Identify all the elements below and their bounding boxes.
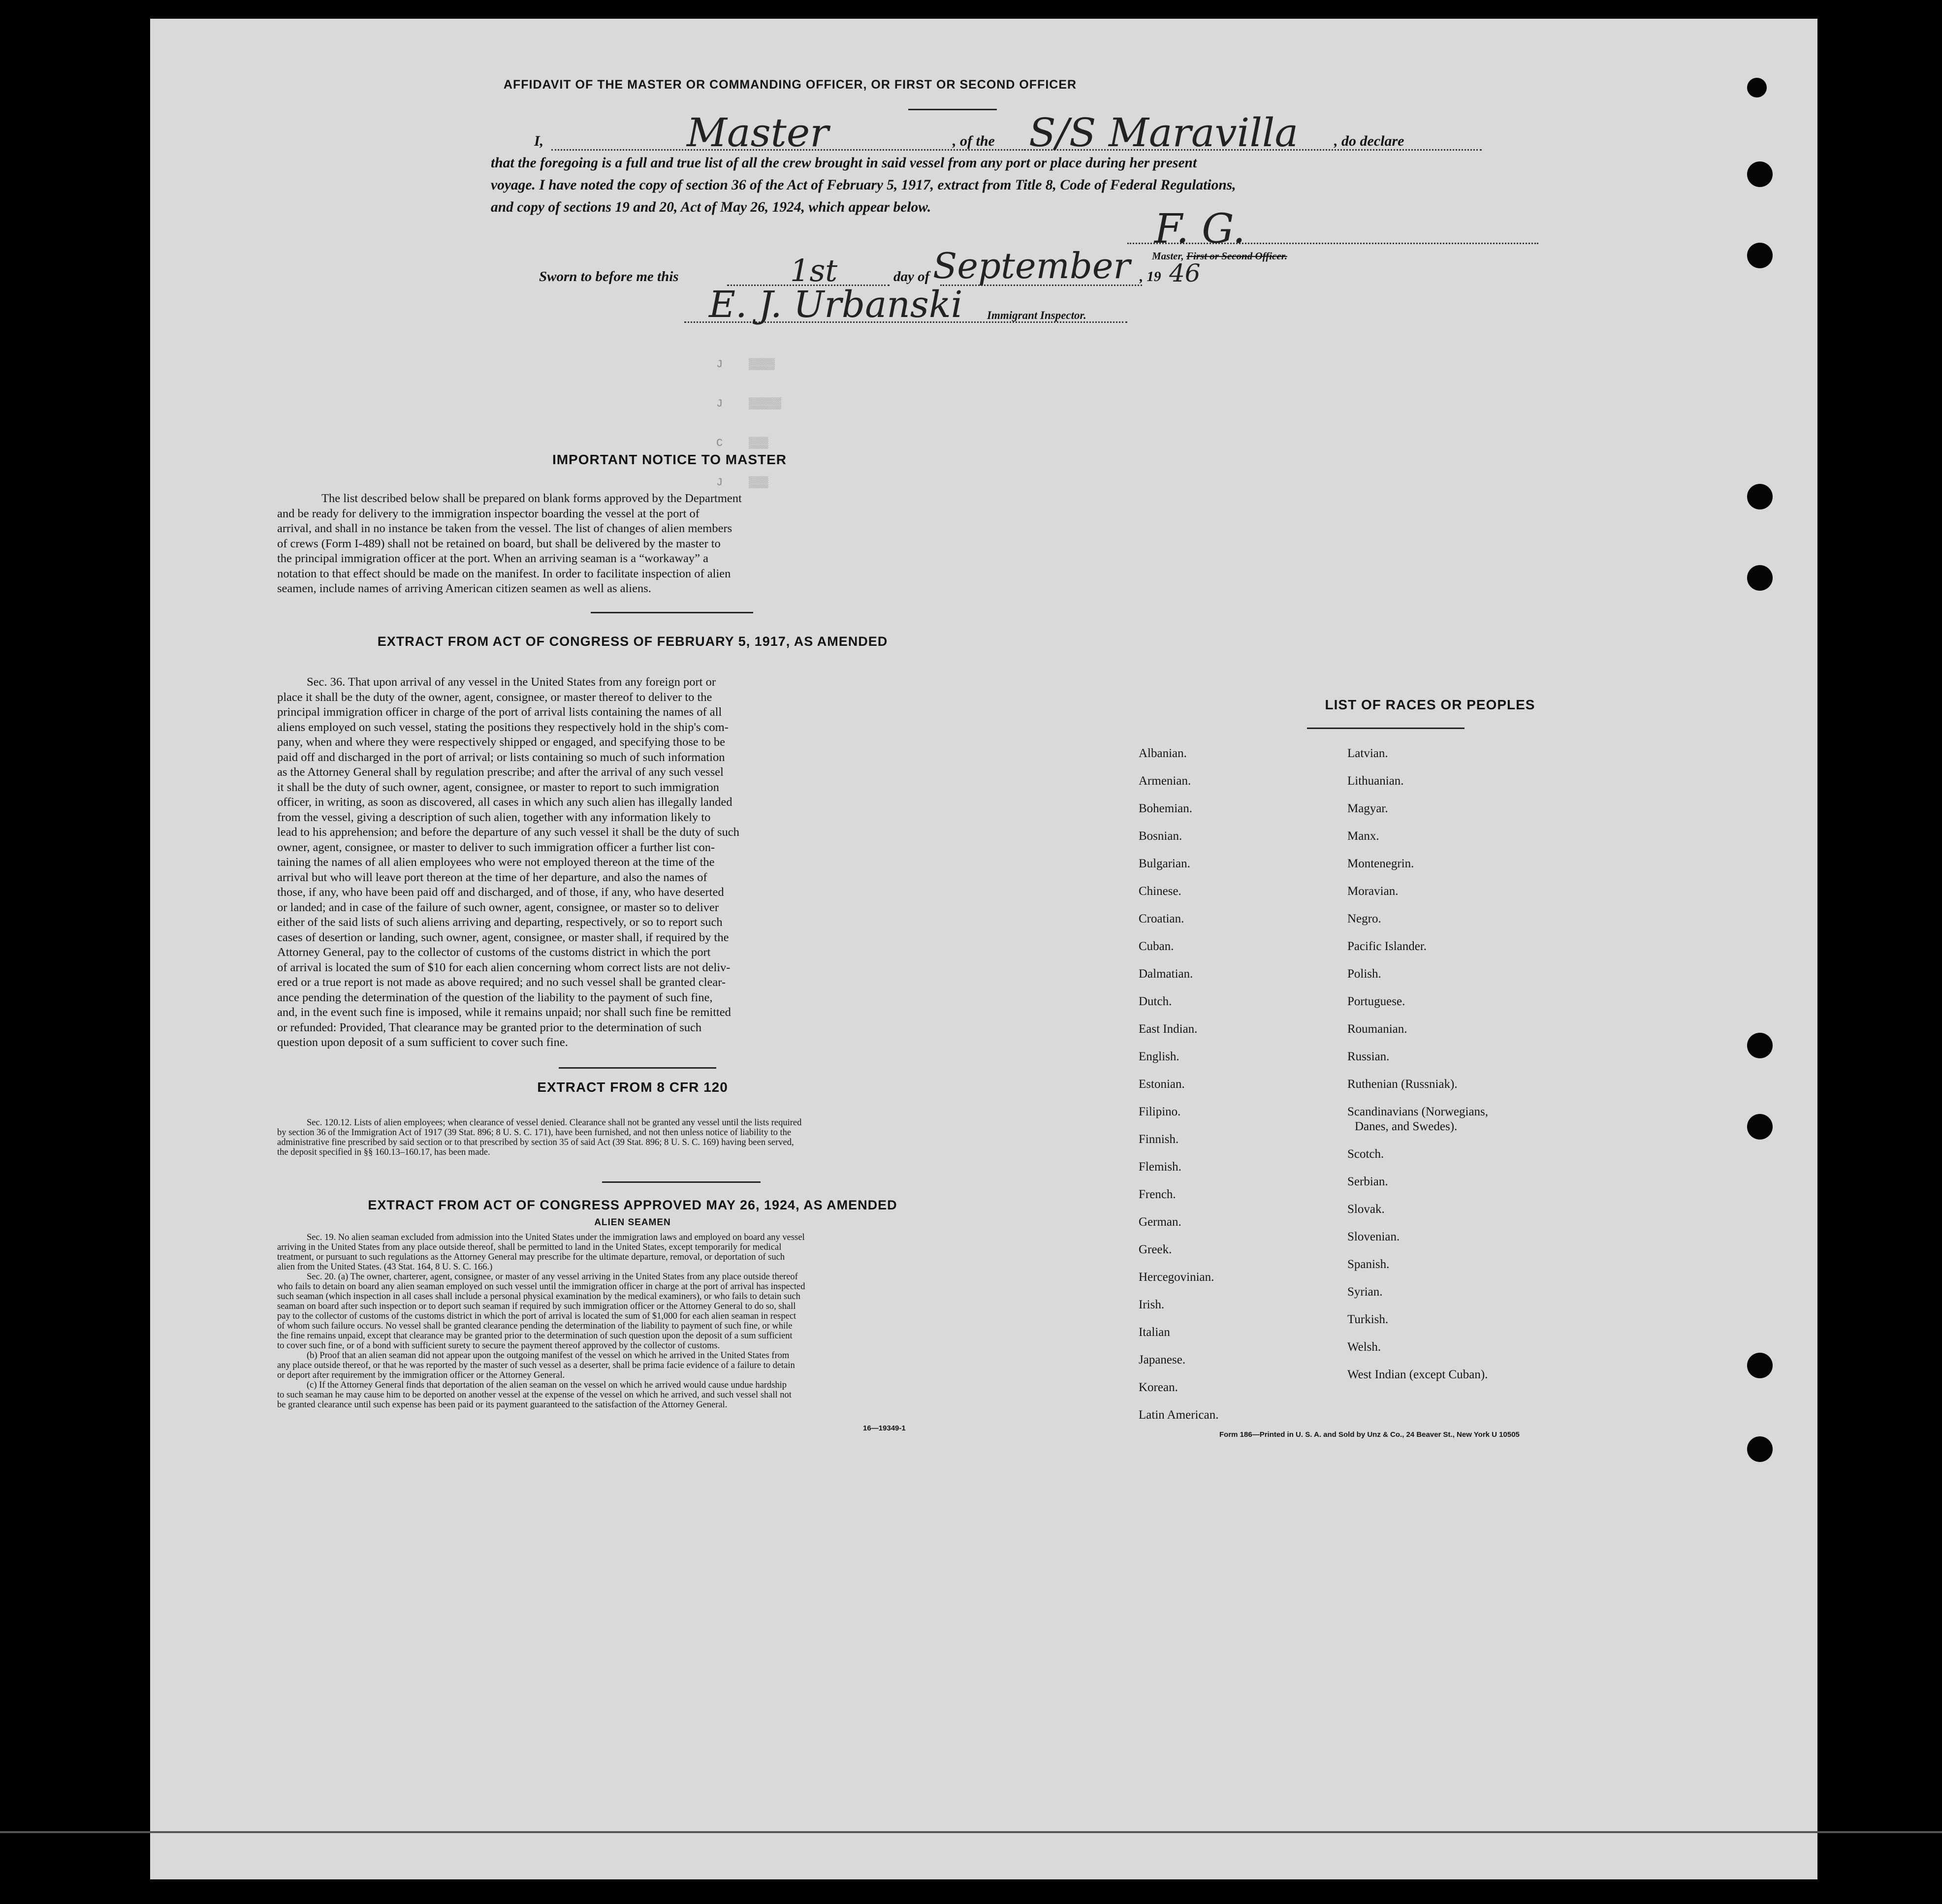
act1917-line: Attorney General, pay to the collector of customs of the customs district in which the port (277, 946, 711, 959)
race-item: East Indian. (1139, 1022, 1198, 1036)
race-item: Scandinavians (Norwegians, (1347, 1105, 1489, 1118)
notice-body (277, 491, 986, 597)
act1917-line: paid off and discharged in the port of arrival; or lists containing so much of such information (277, 750, 725, 764)
punch-hole (1747, 1436, 1773, 1462)
race-item: Polish. (1347, 967, 1381, 981)
race-item: Armenian. (1139, 774, 1191, 788)
act1924-line: Sec. 19. No alien seaman excluded from admission into the United States under the immigration laws and employed on board any vessel (307, 1233, 805, 1242)
act1917-line: or refunded: Provided, That clearance may be granted prior to the determination of such (277, 1020, 702, 1034)
race-item: Roumanian. (1347, 1022, 1407, 1036)
race-item: English. (1139, 1050, 1179, 1063)
act1917-line: cases of desertion or landing, such owner, agent, consignee, or master shall, if required by the (277, 930, 729, 944)
bleed-through-mark: J ▒▒▒ (716, 476, 768, 489)
race-item: Slovenian. (1347, 1230, 1400, 1243)
act1917-body (277, 675, 986, 1050)
act1924-line: arriving in the United States from any place outside thereof, shall be permitted to land in the United States, except temporarily for medical (277, 1242, 782, 1252)
race-item: Lithuanian. (1347, 774, 1404, 788)
inspector-signature: E. J. Urbanski (709, 284, 963, 326)
act1924-line: such seaman (which inspection in all cases shall include a personal physical examination by the medical examiners), or who fails to detain such (277, 1292, 800, 1301)
races-column-1 (1139, 740, 1218, 1429)
notice-title: IMPORTANT NOTICE TO MASTER (552, 452, 787, 467)
race-item: Filipino. (1139, 1105, 1181, 1118)
of-the-label: , of the (953, 133, 995, 149)
act1924-line: to such seaman he may cause him to be deported on another vessel at the expense of the vessel on which he arrived, and such vessel shall not (277, 1390, 792, 1400)
races-column-2 (1347, 740, 1488, 1389)
race-item: Magyar. (1347, 802, 1388, 815)
race-item: Hercegovinian. (1139, 1270, 1214, 1284)
race-item: Flemish. (1139, 1160, 1181, 1174)
race-item: Greek. (1139, 1243, 1172, 1256)
races-title: LIST OF RACES OR PEOPLES (1325, 697, 1535, 712)
act1917-line: aliens employed on such vessel, stating the positions they respectively hold in the ship's com- (277, 720, 729, 734)
year-prefix: , 19 (1140, 269, 1161, 285)
act1917-line: those, if any, who have been paid off and discharged, and of those, if any, who have deserted (277, 886, 724, 899)
notice-line: arrival, and shall in no instance be taken from the vessel. The list of changes of alien members (277, 522, 732, 535)
punch-hole (1747, 484, 1773, 509)
cfr-line: Sec. 120.12. Lists of alien employees; when clearance of vessel denied. Clearance shall not be granted any vessel until the lists required (307, 1118, 802, 1128)
race-item: Latin American. (1139, 1408, 1219, 1422)
act1924-line: who fails to detain on board any alien seaman employed on such vessel until the immigration officer in charge at the port of arrival has inspected (277, 1282, 805, 1292)
race-item: Bosnian. (1139, 829, 1182, 843)
cfr-title: EXTRACT FROM 8 CFR 120 (537, 1079, 728, 1095)
notice-line: The list described below shall be prepared on blank forms approved by the Department (321, 492, 742, 505)
race-item: Slovak. (1347, 1203, 1385, 1216)
act1924-title: EXTRACT FROM ACT OF CONGRESS APPROVED MAY 26, 1924, AS AMENDED (368, 1198, 897, 1212)
act1917-line: ered or a true report is not made as above required; and no such vessel shall be granted clear- (277, 976, 726, 989)
race-item: Manx. (1347, 829, 1379, 843)
scan-artifact-line (0, 1831, 1942, 1833)
race-item: Negro. (1347, 912, 1381, 925)
act1924-line: or deport after requirement by the immigration officer or the Attorney General. (277, 1370, 565, 1380)
day-handwritten: 1st (790, 253, 838, 288)
race-item: Ruthenian (Russniak). (1347, 1078, 1458, 1091)
punch-hole (1747, 1033, 1773, 1058)
act1917-line: from the vessel, giving a description of such alien, together with any information likely to (277, 810, 711, 824)
race-item: Irish. (1139, 1298, 1165, 1311)
cfr-rule (602, 1181, 761, 1183)
act1917-line: and, in the event such fine is imposed, while it remains unpaid; nor shall such fine be remitted (277, 1006, 731, 1019)
punch-hole (1747, 1114, 1773, 1140)
title-rule (908, 109, 997, 110)
notice-line: and be ready for delivery to the immigration inspector boarding the vessel at the port of (277, 507, 700, 520)
vessel-handwritten: S/S Maravilla (1029, 110, 1299, 156)
act1924-line: (b) Proof that an alien seaman did not appear upon the outgoing manifest of the vessel on which he arrived in the United States from (307, 1351, 790, 1361)
race-item: Dutch. (1139, 995, 1172, 1008)
act1924-line: the fine remains unpaid, except that clearance may be granted prior to the determination of such question upon the deposit of a sum sufficient (277, 1331, 793, 1341)
act1917-line: it shall be the duty of such owner, agent, consignee, or master to report to such immigration (277, 780, 719, 794)
race-item: Serbian. (1347, 1175, 1388, 1188)
act1917-line: place it shall be the duty of the owner, agent, consignee, or master thereof to deliver to the (277, 690, 712, 704)
act1917-rule (559, 1067, 716, 1069)
act1924-line: of whom such failure occurs. No vessel shall be granted clearance pending the determination of the liability to payment of such fine, or while (277, 1321, 793, 1331)
race-item: West Indian (except Cuban). (1347, 1368, 1488, 1381)
do-declare-label: , do declare (1334, 133, 1404, 149)
act1917-line: question upon deposit of a sum sufficient to cover such fine. (277, 1036, 568, 1049)
bleed-through-mark: C ▒▒▒ (716, 437, 768, 449)
caption-struck: First or Second Officer. (1186, 250, 1287, 262)
act1924-line: alien from the United States. (43 Stat. 164, 8 U. S. C. 166.) (277, 1262, 493, 1272)
act1924-line: Sec. 20. (a) The owner, charterer, agent, consignee, or master of any vessel arriving in the United States from any place outside thereof (307, 1272, 798, 1282)
cfr-line: administrative fine prescribed by said section or to that prescribed by section 35 of said Act (39 Stat. 896; 8 U. S. C. 169) having been served, (277, 1138, 794, 1147)
race-item: Bohemian. (1139, 802, 1193, 815)
cfr-line: the deposit specified in §§ 160.13–160.17, has been made. (277, 1147, 490, 1157)
affidavit-i-label: I, (534, 133, 544, 149)
affidavit-title: AFFIDAVIT OF THE MASTER OR COMMANDING OFFICER, OR FIRST OR SECOND OFFICER (503, 78, 1077, 92)
act1924-line: be granted clearance until such expense has been paid or its payment guaranteed to the satisfaction of the Attorney General. (277, 1400, 728, 1410)
year-handwritten: 46 (1169, 259, 1201, 287)
act1924-body (277, 1233, 1062, 1410)
act1924-line: pay to the collector of customs of the customs district in which the port of arrival is located the sum of $1,000 for each alien seaman in respect (277, 1311, 796, 1321)
month-handwritten: September (933, 245, 1130, 286)
race-item: Syrian. (1347, 1285, 1383, 1299)
race-item: Pacific Islander. (1347, 940, 1427, 953)
act1917-line: either of the said lists of such aliens arriving and departing, respectively, or so to report such (277, 916, 723, 929)
act1917-line: arrival but who will leave port thereon at the time of her departure, and also the names of (277, 870, 707, 884)
affidavit-line-4: and copy of sections 19 and 20, Act of May 26, 1924, which appear below. (491, 199, 931, 215)
cfr-line: by section 36 of the Immigration Act of 1917 (39 Stat. 896; 8 U. S. C. 171), have been furnished, and not then unless notice of liability to the (277, 1128, 792, 1138)
act1917-title: EXTRACT FROM ACT OF CONGRESS OF FEBRUARY 5, 1917, AS AMENDED (377, 634, 888, 649)
race-item: German. (1139, 1215, 1181, 1229)
act1917-line: principal immigration officer in charge of the port of arrival lists containing the names of all (277, 705, 722, 719)
act1924-line: seaman on board after such inspection or to deport such seaman if required by such immigration officer or the Attorney General to do so, shall (277, 1301, 796, 1311)
affidavit-line-3: voyage. I have noted the copy of section 36 of the Act of February 5, 1917, extract from Title 8, Code of Federal Regulations, (491, 177, 1236, 193)
punch-hole (1747, 243, 1773, 268)
notice-line: the principal immigration officer at the port. When an arriving seaman is a “workaway” a (277, 552, 709, 565)
act1917-line: pany, when and where they were respectively shipped or engaged, and specifying those to be (277, 735, 726, 749)
race-item: Italian (1139, 1326, 1170, 1339)
race-item: Korean. (1139, 1381, 1178, 1394)
act1917-line: lead to his apprehension; and before the departure of any such vessel it shall be the duty of such (277, 825, 739, 839)
race-item: Albanian. (1139, 747, 1187, 760)
race-item: Cuban. (1139, 940, 1174, 953)
race-item: Chinese. (1139, 885, 1181, 898)
act1917-line: officer, in writing, as soon as discovered, all cases in which any such alien has illegally landed (277, 795, 732, 809)
punch-hole (1747, 1353, 1773, 1378)
act1917-line: Sec. 36. That upon arrival of any vessel in the United States from any foreign port or (307, 675, 716, 689)
race-item: Montenegrin. (1347, 857, 1414, 870)
act1917-line: owner, agent, consignee, or master to deliver to such immigration officer a further list con- (277, 840, 715, 854)
punch-hole (1747, 78, 1767, 97)
races-rule (1307, 728, 1464, 729)
master-handwritten: Master (687, 110, 829, 156)
caption-master: Master, (1152, 250, 1184, 262)
punch-hole (1747, 161, 1773, 187)
affidavit-line-2: that the foregoing is a full and true list of all the crew brought in said vessel from any port or place during her present (491, 155, 1197, 171)
sworn-label: Sworn to before me this (539, 269, 679, 285)
race-item: Japanese. (1139, 1353, 1186, 1366)
notice-line: notation to that effect should be made on the manifest. In order to facilitate inspection of alien (277, 567, 731, 580)
race-item: Danes, and Swedes). (1355, 1120, 1458, 1133)
punch-hole (1747, 565, 1773, 591)
notice-line: seamen, include names of arriving American citizen seamen as well as aliens. (277, 582, 651, 595)
race-item: Finnish. (1139, 1133, 1179, 1146)
act1924-line: any place outside thereof, or that he was reported by the master of such vessel as a deserter, shall be prima facie evidence of a failure to detain (277, 1361, 795, 1370)
master-signature: F. G. (1154, 206, 1245, 253)
cfr-body (277, 1118, 1062, 1157)
form-code: 16—19349-1 (863, 1424, 906, 1432)
act1924-subtitle: ALIEN SEAMEN (594, 1217, 671, 1228)
document-page (150, 19, 1817, 1879)
race-item: Croatian. (1139, 912, 1184, 925)
bleed-through-mark: J ▒▒▒▒▒ (716, 398, 782, 410)
notice-rule (591, 612, 753, 613)
act1917-line: of arrival is located the sum of $10 for each alien concerning whom correct lists are not deliv- (277, 960, 731, 974)
act1917-line: as the Attorney General shall by regulation prescribe; and after the arrival of any such vessel (277, 765, 724, 779)
printer-line: Form 186—Printed in U. S. A. and Sold by Unz & Co., 24 Beaver St., New York U 10505 (1219, 1430, 1520, 1439)
race-item: Welsh. (1347, 1340, 1381, 1354)
act1917-line: taining the names of all alien employees who were not employed thereon at the time of the (277, 856, 715, 869)
race-item: Portuguese. (1347, 995, 1405, 1008)
race-item: Turkish. (1347, 1313, 1389, 1326)
race-item: Bulgarian. (1139, 857, 1190, 870)
act1917-line: ance pending the determination of the question of the liability to the payment of such fine, (277, 990, 713, 1004)
race-item: Estonian. (1139, 1078, 1185, 1091)
race-item: Russian. (1347, 1050, 1390, 1063)
inspector-caption: Immigrant Inspector. (987, 309, 1086, 321)
race-item: Spanish. (1347, 1258, 1390, 1271)
act1924-line: to cover such fine, or of a bond with sufficient surety to secure the payment thereof approved by the collector of customs. (277, 1341, 720, 1351)
race-item: Moravian. (1347, 885, 1399, 898)
act1924-line: treatment, or pursuant to such regulations as the Attorney General may prescribe for the ultimate departure, removal, or deportation of such (277, 1252, 785, 1262)
race-item: Latvian. (1347, 747, 1388, 760)
race-item: French. (1139, 1188, 1176, 1201)
act1924-line: (c) If the Attorney General finds that deportation of the alien seaman on the vessel on which he arrived would cause undue hardship (307, 1380, 787, 1390)
race-item: Dalmatian. (1139, 967, 1193, 981)
act1917-line: or landed; and in case of the failure of such owner, agent, consignee, or master so to deliver (277, 900, 719, 914)
bleed-through-mark: J ▒▒▒▒ (716, 358, 775, 371)
notice-line: of crews (Form I-489) shall not be retained on board, but shall be delivered by the master to (277, 537, 721, 550)
day-of-label: day of (893, 269, 930, 285)
race-item: Scotch. (1347, 1147, 1384, 1161)
